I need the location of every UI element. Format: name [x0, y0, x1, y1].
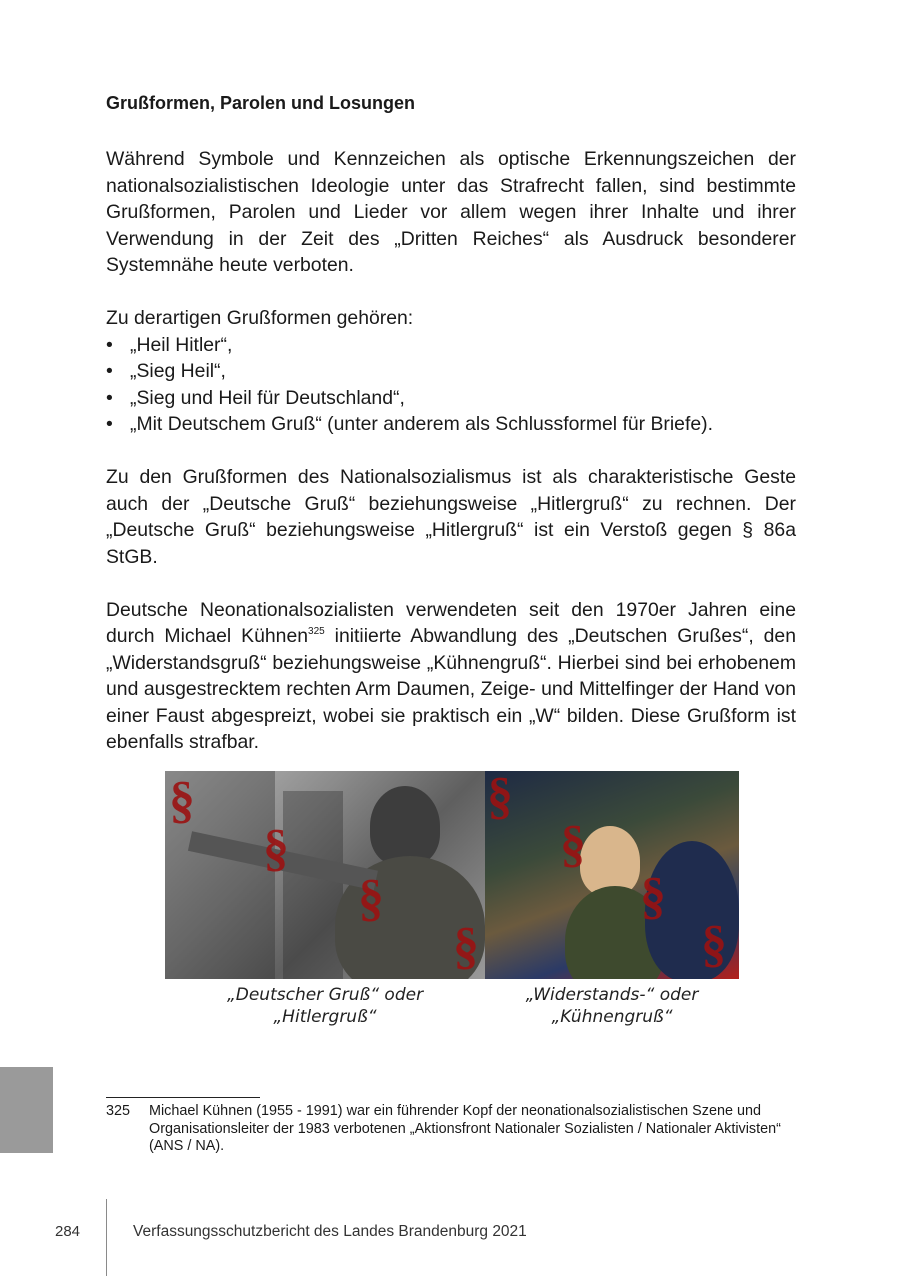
paragraph-mark-icon: §: [487, 771, 513, 825]
paragraph-text-after-ref: initiierte Abwandlung des „Deutschen Grußes“, den „Widerstandsgruß“ beziehungsweise „Kühnengruß“. Hierbei sind bei erhobenem und ausgestrecktem rechten Arm Daumen, Zeige- und Mittelfinger der Hand von einer Faust abgespreizt, wobei sie praktisch ein „W“ bilden. Diese Grußform ist ebenfalls strafbar.: [106, 625, 797, 753]
caption-right: [485, 984, 739, 1028]
chapter-side-tab: [0, 1067, 53, 1153]
bullet: •: [106, 360, 113, 382]
list-item: [106, 332, 796, 359]
photo-hitlergruss: [165, 771, 485, 979]
list-item-text: „Heil Hitler“,: [130, 333, 233, 356]
section-heading: Grußformen, Parolen und Losungen: [106, 93, 416, 113]
photo-figure: [165, 771, 739, 979]
footnote-number: 325: [106, 1103, 131, 1119]
list-item: [106, 411, 796, 438]
paragraph-mark-icon: §: [560, 816, 586, 873]
person-head-shape: [370, 786, 440, 866]
paragraph-mark-icon: §: [701, 916, 727, 973]
paragraph-mark-icon: §: [453, 918, 479, 975]
paragraph-mark-icon: §: [358, 870, 384, 927]
paragraph-hitlergruss: Zu den Grußformen des Nationalsozialismus ist als charakteristische Geste auch der „Deutsche Gruß“ beziehungsweise „Hitlergruß“ zu rechnen. Der „Deutsche Gruß“ beziehungsweise „Hitlergruß“ ist ein Verstoß gegen § 86a StGB.: [106, 466, 796, 568]
list-item: [106, 358, 796, 385]
main-content: [106, 90, 796, 782]
caption-left: [165, 984, 485, 1028]
paragraph-text-before-ref: Deutsche Neonationalsozialisten verwendeten seit den 1970er Jahren eine durch Michael Kühnen: [106, 598, 796, 647]
caption-line: „Hitlergruß“: [273, 1007, 377, 1027]
paragraph-mark-icon: §: [640, 868, 666, 925]
photo-kuehnengruss: [485, 771, 739, 979]
building-shape: [283, 791, 343, 979]
paragraph-kuehnengruss: [106, 597, 796, 756]
page-number: 284: [55, 1223, 81, 1240]
list-item-text: „Sieg Heil“,: [130, 360, 226, 382]
list-item: [106, 385, 796, 412]
caption-line: „Widerstands-“ oder: [525, 985, 699, 1005]
bullet: •: [106, 333, 113, 356]
bullet: •: [106, 386, 113, 409]
footnote-text: Michael Kühnen (1955 - 1991) war ein führender Kopf der neonationalsozialistischen Szene und Organisationsleiter der 1983 verbotenen „Aktionsfront Nationaler Sozialisten / Nationaler Aktivisten“ (ANS / NA).: [149, 1103, 781, 1154]
paragraph-mark-icon: §: [169, 772, 195, 829]
bullet: •: [106, 413, 113, 435]
footnote-reference[interactable]: 325: [308, 626, 325, 637]
list-item-text: „Mit Deutschem Gruß“ (unter anderem als Schlussformel für Briefe).: [130, 413, 713, 435]
footnote-divider: [106, 1097, 260, 1098]
paragraph-mark-icon: §: [263, 820, 289, 877]
paragraph-list-lead: Zu derartigen Grußformen gehören:: [106, 307, 414, 329]
footer-divider: [106, 1199, 107, 1276]
greeting-list: [106, 332, 796, 438]
caption-line: „Deutscher Gruß“ oder: [226, 985, 424, 1005]
paragraph-intro-1: Während Symbole und Kennzeichen als optische Erkennungszeichen der nationalsozialistischen Ideologie unter das Strafrecht fallen, sind bestimmte Grußformen, Parolen und Lieder vor allem wegen ihrer Inhalte und ihrer Verwendung in der Zeit des „Dritten Reiches“ als Ausdruck besonderer Systemnähe heute verboten.: [106, 148, 796, 276]
list-item-text: „Sieg und Heil für Deutschland“,: [130, 386, 405, 409]
footer-title: Verfassungsschutzbericht des Landes Brandenburg 2021: [133, 1223, 527, 1240]
footnote: [106, 1103, 796, 1156]
caption-line: „Kühnengruß“: [551, 1007, 673, 1027]
